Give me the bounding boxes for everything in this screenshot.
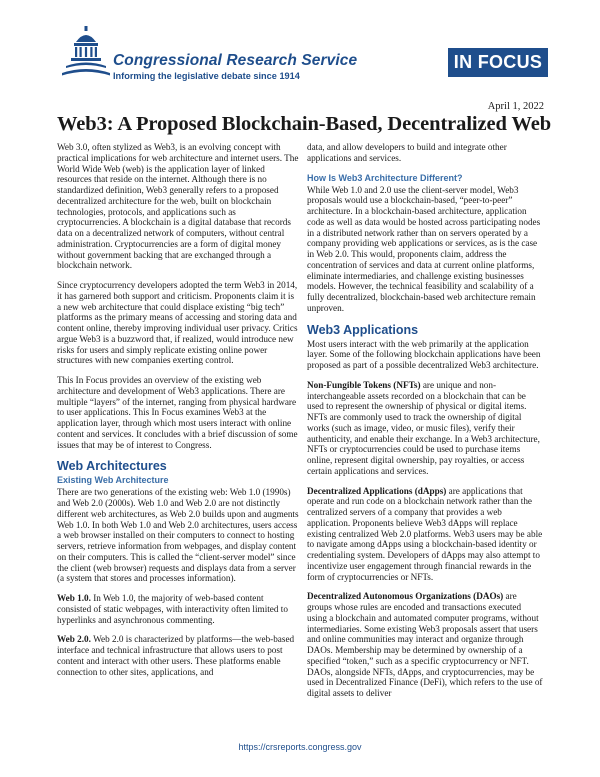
debate-paragraph: Since cryptocurrency developers adopted the term Web3 in 2014, it has garnered both support and criticism. Proponents claim it is a new web architecture that could displace existing “big tech” platforms as the primary means of accessing and storing data and content online, thereby improving individual user privacy. Critics argue Web3 is a buzzword that, if realized, would introduce new risks for users and simply replicate existing online power structures with new companies exerting control. <box>57 280 298 366</box>
dapp-paragraph <box>307 486 543 583</box>
footer-url[interactable]: https://crsreports.congress.gov <box>238 742 362 752</box>
applications-intro-paragraph: Most users interact with the web primarily at the application layer. Some of the following blockchain applications have been proposed as part of a possible decentralized Web3 architecture. <box>307 338 541 370</box>
section-heading-web3-applications: Web3 Applications <box>307 322 419 337</box>
in-focus-badge: IN FOCUS <box>448 48 548 77</box>
left-column <box>57 142 300 686</box>
dao-paragraph <box>307 591 543 699</box>
right-column <box>307 142 543 708</box>
continued-paragraph: data, and allow developers to build and integrate other applications and services. <box>307 142 507 163</box>
web2-text: Web 2.0 is characterized by platforms—the web-based interface and technical infrastructure that allows users to post content and interact with other users. These platforms enable connection to other sites, applications, and <box>57 634 295 677</box>
nft-text: are unique and non-interchangeable assets recorded on a blockchain that can be used to represent the ownership of physical or digital items. NFTs are commonly used to track the ownership of digital works (such as image, video, or music files), verify their authenticity, and enable their exchange. In a Web3 architecture, NFTs or cryptocurrencies could be used to purchase items online, represent digital ownership, pay royalties, or access certain applications and services. <box>307 379 540 476</box>
header <box>0 0 600 92</box>
web2-lead: Web 2.0. <box>57 634 91 645</box>
intro-paragraph: Web 3.0, often stylized as Web3, is an evolving concept with practical implications for web architecture and internet users. The World Wide Web (web) is the application layer of linked resources that reside on the internet. Although there is no standardized definition, Web3 generally refers to a proposed decentralized architecture for the web, built on blockchain technologies, protocols, and applications such as cryptocurrencies. A blockchain is a digital database that records data on a decentralized network of computers, without central administration. Cryptocurrencies are a form of digital money without government backing that are exchanged through a blockchain network. <box>57 142 299 271</box>
web1-text: In Web 1.0, the majority of web-based content consisted of static webpages, with interactivity often limited to hyperlinks and asynchronous commenting. <box>57 593 288 625</box>
org-name: Congressional Research Service <box>113 52 358 69</box>
web1-lead: Web 1.0. <box>57 593 91 603</box>
web2-paragraph <box>57 634 300 677</box>
existing-web-paragraph: There are two generations of the existing web: Web 1.0 (1990s) and Web 2.0 (2000s). Web 1.0 and Web 2.0 are not distinctly different web architectures, as Web 2.0 builds upon and augments Web 1.0. In both Web 1.0 and Web 2.0 architectures, users access a web browser installed on their computers to connect to hosting servers, retrieve information from webpages, and display content on their computers. This is called the “client-server model” since the client (web browser) requests and displays data from a server (a system that stores and processes information). <box>57 487 299 584</box>
subheading-existing-architecture: Existing Web Architecture <box>57 475 169 486</box>
overview-paragraph: This In Focus provides an overview of the existing web architecture and development of Web3 applications. There are multiple “layers” of the internet, ranging from physical hardware to user applications. This In Focus examines Web3 at the application layer, through which most users interact with online content and services. It concludes with a brief discussion of some issues that may be of interest to Congress. <box>57 375 298 450</box>
web1-paragraph <box>57 593 300 625</box>
tagline: Informing the legislative debate since 1914 <box>113 71 300 81</box>
publication-date: April 1, 2022 <box>487 101 544 112</box>
web3-architecture-paragraph: While Web 1.0 and 2.0 use the client-server model, Web3 proposals would use a blockchain-based, “peer-to-peer” architecture. In a blockchain-based architecture, application code as well as data would be hosted across participating nodes in a distributed network rather than on servers operated by a company providing web applications or services, as is the case in Web 2.0. This would, proponents claim, address the concentration of services and data at current online platforms, eliminate intermediaries, and challenge existing businesses models. However, the technical feasibility and scalability of a fully decentralized, blockchain-based web architecture remain unproven. <box>307 184 541 313</box>
dapp-text: are applications that operate and run code on a blockchain network rather than the centralized servers of a company that provides a web application. Proponents believe Web3 dApps will replace existing centralized Web 2.0 platforms. Web3 users may be able to navigate among dApps using a blockchain-based identity or credentialing system. Developers of dApps may also attempt to incentivize user engagement through financial rewards in the form of cryptocurrencies or NFTs. <box>307 485 543 582</box>
capitol-dome-icon <box>62 26 110 80</box>
page-title: Web3: A Proposed Blockchain-Based, Decentralized Web <box>57 113 552 135</box>
subheading-web3-difference: How Is Web3 Architecture Different? <box>307 172 463 183</box>
section-heading-web-architectures: Web Architectures <box>57 459 167 474</box>
dapp-lead: Decentralized Applications (dApps) <box>307 485 447 496</box>
nft-lead: Non-Fungible Tokens (NFTs) <box>307 379 421 390</box>
nft-paragraph <box>307 380 543 477</box>
dao-text: are groups whose rules are encoded and transactions executed using a blockchain and automated computer programs, without intermediaries. Some existing Web3 proposals assert that users and online communities may interact and organize through DAOs. Membership may be determined by ownership of a specified “token,” such as a specific cryptocurrency or NFT. DAOs, alongside NFTs, dApps, and cryptocurrencies, may be used in Decentralized Finance (DeFi), which refers to the use of digital assets to deliver <box>307 591 543 698</box>
dao-lead: Decentralized Autonomous Organizations (DAOs) <box>307 591 504 602</box>
